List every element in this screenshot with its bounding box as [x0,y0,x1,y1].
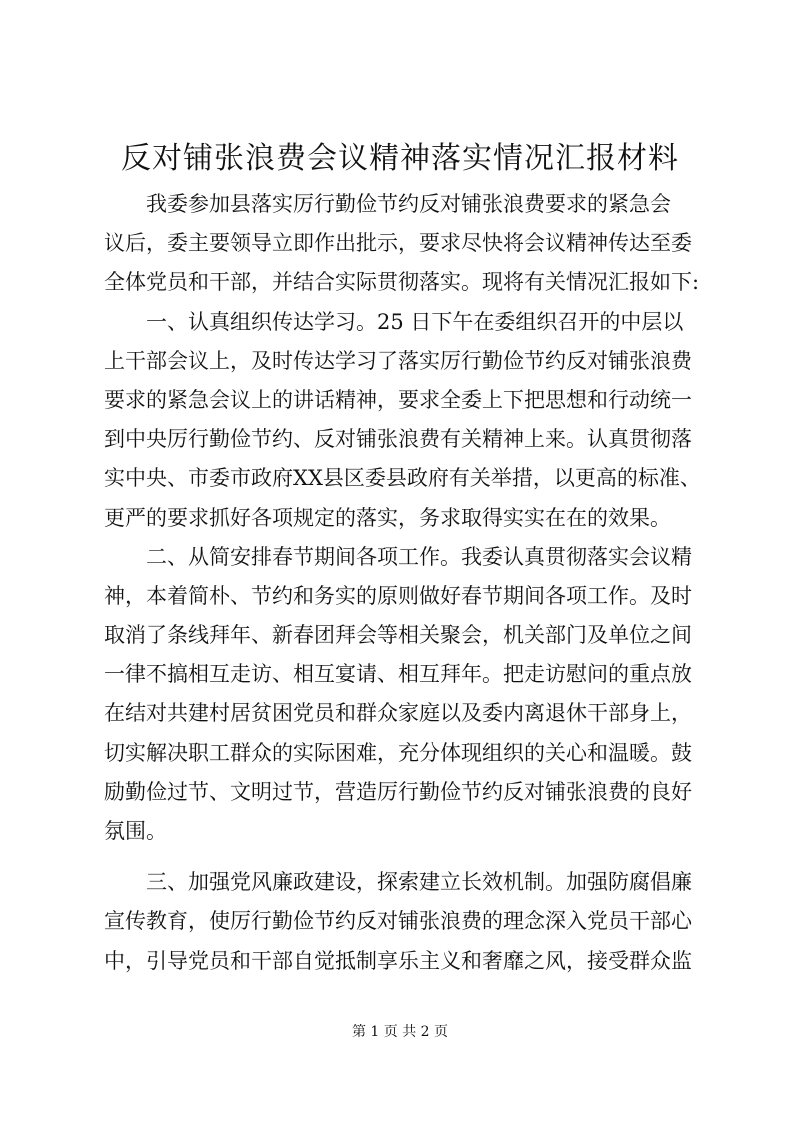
document-title: 反对铺张浪费会议精神落实情况汇报材料 [121,141,679,176]
paragraph-section-2 [104,538,708,852]
text-line: 中，引导党员和干部自觉抵制享乐主义和奢靡之风，接受群众监 [104,948,692,973]
text-line: 一律不搞相互走访、相互宴请、相互拜年。把走访慰问的重点放 [104,662,692,687]
paragraph-intro [104,185,708,303]
text-line: 氛围。 [104,819,167,843]
text-line: 上干部会议上，及时传达学习了落实厉行勤俭节约反对铺张浪费 [104,348,692,373]
text-line: 实中央、市委市政府XX县区委县政府有关举措，以更高的标准、 [104,466,701,491]
text-line: 要求的紧急会议上的讲话精神，要求全委上下把思想和行动统一 [104,387,692,412]
text-line: 取消了条线拜年、新春团拜会等相关聚会，机关部门及单位之间 [104,623,692,648]
text-line: 宣传教育，使厉行勤俭节约反对铺张浪费的理念深入党员干部心 [104,909,692,934]
paragraph-section-1 [104,303,708,538]
text-line: 在结对共建村居贫困党员和群众家庭以及委内离退休干部身上， [104,701,692,726]
document-body [104,185,708,981]
text-line: 一、认真组织传达学习。25 日下午在委组织召开的中层以 [146,309,684,334]
text-line: 三、加强党风廉政建设，探索建立长效机制。加强防腐倡廉 [146,870,692,895]
paragraph-spacer [104,851,708,863]
page-footer: 第 1 页 共 2 页 [351,1024,449,1040]
text-line: 我委参加县落实厉行勤俭节约反对铺张浪费要求的紧急会 [146,192,671,216]
text-line: 更严的要求抓好各项规定的落实，务求取得实实在在的效果。 [104,505,671,530]
paragraph-section-3 [104,863,708,981]
text-line: 二、从简安排春节期间各项工作。我委认真贯彻落实会议精 [146,544,692,569]
text-line: 神，本着简朴、节约和务实的原则做好春节期间各项工作。及时 [104,583,692,608]
text-line: 议后，委主要领导立即作出批示，要求尽快将会议精神传达至委 [104,231,692,256]
text-line: 切实解决职工群众的实际困难，充分体现组织的关心和温暖。鼓 [104,740,692,765]
text-line: 全体党员和干部，并结合实际贯彻落实。现将有关情况汇报如下: [104,270,700,295]
text-line: 到中央厉行勤俭节约、反对铺张浪费有关精神上来。认真贯彻落 [104,427,692,452]
text-line: 励勤俭过节、文明过节，营造厉行勤俭节约反对铺张浪费的良好 [104,779,692,804]
